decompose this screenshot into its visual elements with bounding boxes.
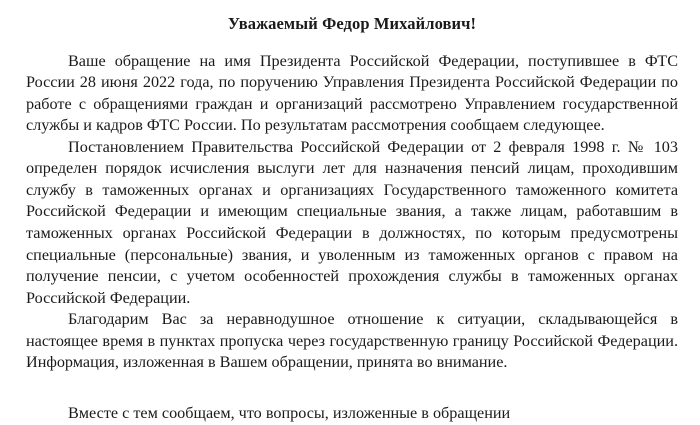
body-paragraph-4-partial: Вместе с тем сообщаем, что вопросы, изложенные в обращении	[68, 404, 511, 422]
body-paragraph-2: Постановлением Правительства Российской Федерации от 2 февраля 1998 г. № 103 определен порядок исчисления выслуги лет для назначения пенсий лицам, проходившим службу в таможенных органах и организациях Государственного таможенного комитета Российской Федерации и имеющим специальные звания, а также лицам, работавшим в таможенных органах Российской Федерации в должностях, по которым предусмотрены специальные (персональные) звания, и уволенным из таможенных органов с правом на получение пенсии, с учетом особенностей прохождения службы в таможенных органах Российской Федерации.	[26, 137, 678, 307]
body-paragraph-1: Ваше обращение на имя Президента Российской Федерации, поступившее в ФТС России 28 июня 2022 года, по поручению Управления Президента Российской Федерации по работе с обращениями граждан и организаций рассмотрено Управлением государственной службы и кадров ФТС России. По результатам рассмотрения сообщаем следующее.	[26, 51, 678, 135]
salutation: Уважаемый Федор Михайлович!	[227, 14, 477, 33]
body-paragraph-3: Благодарим Вас за неравнодушное отношение к ситуации, складывающейся в настоящее время в пунктах пропуска через государственную границу Российской Федерации. Информация, изложенная в Вашем обращении, принята во внимание.	[26, 310, 678, 372]
clipped-next-line	[26, 403, 678, 422]
